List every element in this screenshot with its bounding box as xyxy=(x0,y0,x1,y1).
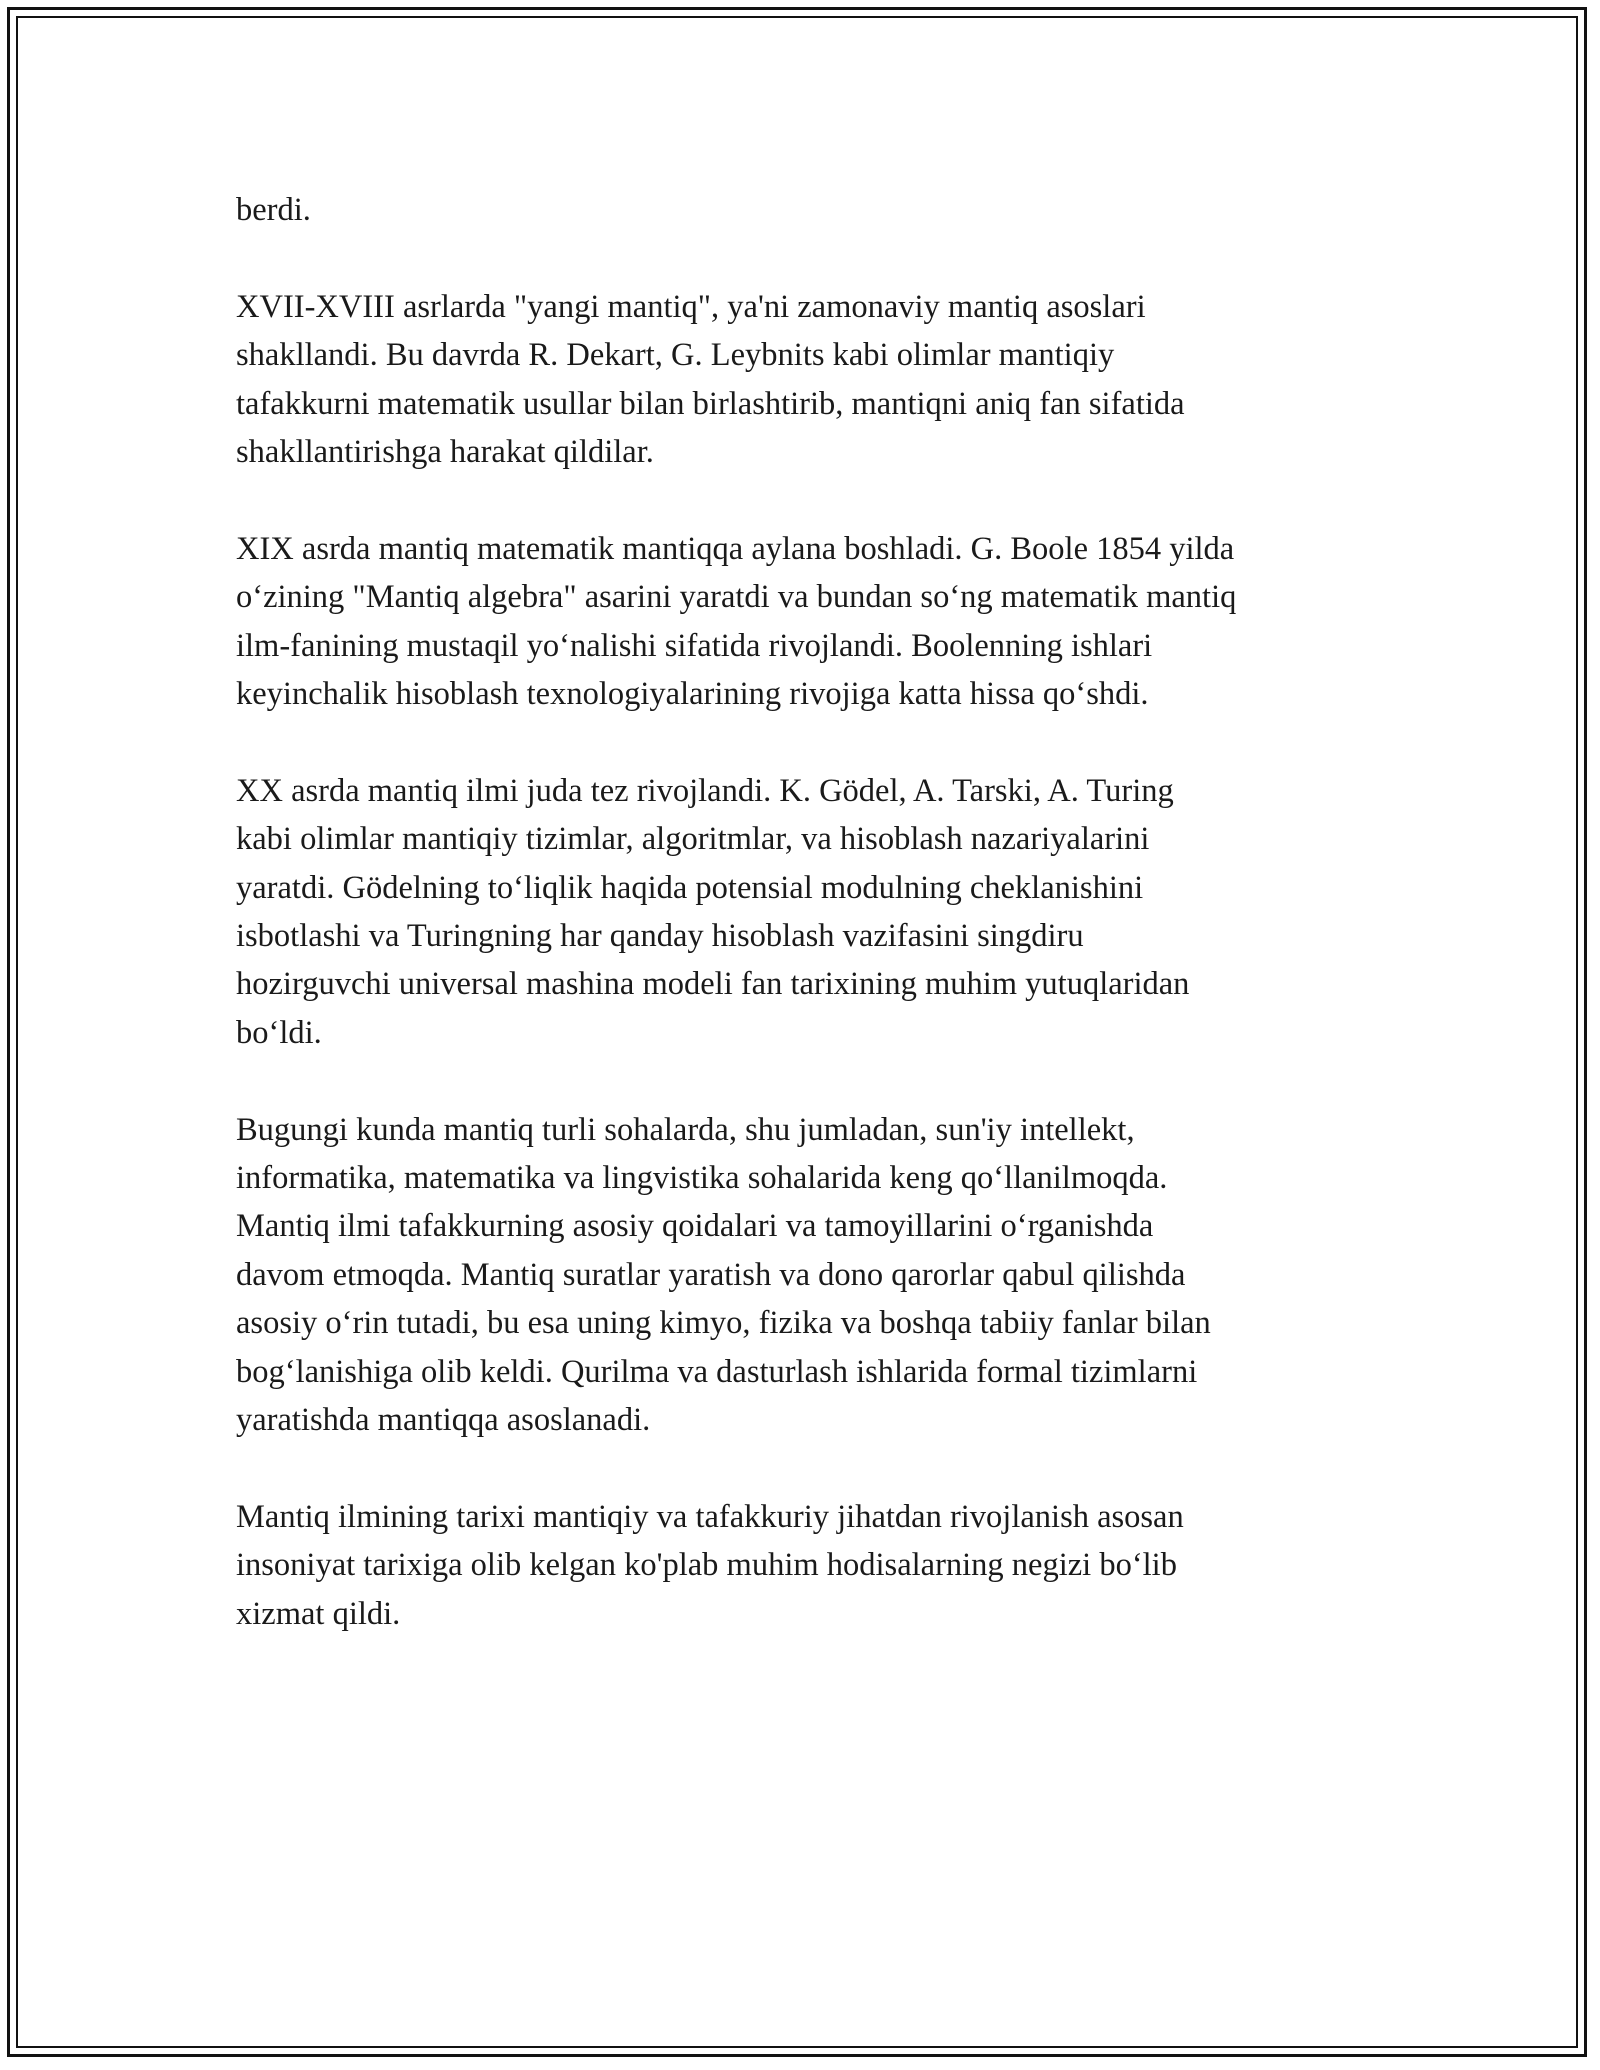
paragraph-conclusion: Mantiq ilmining tarixi mantiqiy va tafakkuriy jihatdan rivojlanish asosan insoniyat tarixiga olib kelgan ko'plab muhim hodisalarning negizi bo‘lib xizmat qildi. xyxy=(236,1498,1184,1632)
paragraph-modern-applications: Bugungi kunda mantiq turli sohalarda, shu jumladan, sun'iy intellekt, informatika, matematika va lingvistika sohalarida keng qo‘llanilmoqda. Mantiq ilmi tafakkurning asosiy qoidalari va tamoyillarini o‘rganishda davom etmoqda. Mantiq suratlar yaratish va dono qarorlar qabul qilishda asosiy o‘rin tutadi, bu esa uning kimyo, fizika va boshqa tabiiy fanlar bilan bog‘lanishiga olib keldi. Qurilma va dasturlash ishlarida formal tizimlarni yaratishda mantiqqa asoslanadi. xyxy=(236,1111,1211,1439)
document-body xyxy=(236,186,1396,1687)
paragraph-continuation: berdi. xyxy=(236,192,311,228)
paragraph-xx-century: XX asrda mantiq ilmi juda tez rivojlandi. K. Gödel, A. Tarski, A. Turing kabi olimlar mantiqiy tizimlar, algoritmlar, va hisoblash nazariyalarini yaratdi. Gödelning to‘liqlik haqida potensial modulning cheklanishini isbotlashi va Turingning har qanday hisoblash vazifasini singdiru hozirguvchi universal mashina modeli fan tarixining muhim yutuqlaridan bo‘ldi. xyxy=(236,772,1190,1051)
paragraph-xix-century: XIX asrda mantiq matematik mantiqqa aylana boshladi. G. Boole 1854 yilda o‘zining "Mantiq algebra" asarini yaratdi va bundan so‘ng matematik mantiq ilm-fanining mustaqil yo‘nalishi sifatida rivojlandi. Boolenning ishlari keyinchalik hisoblash texnologiyalarining rivojiga katta hissa qo‘shdi. xyxy=(236,530,1237,713)
paragraph-xvii-xviii-century: XVII-XVIII asrlarda "yangi mantiq", ya'ni zamonaviy mantiq asoslari shakllandi. Bu davrda R. Dekart, G. Leybnits kabi olimlar mantiqiy tafakkurni matematik usullar bilan birlashtirib, mantiqni aniq fan sifatida shakllantirishga harakat qildilar. xyxy=(236,288,1185,471)
